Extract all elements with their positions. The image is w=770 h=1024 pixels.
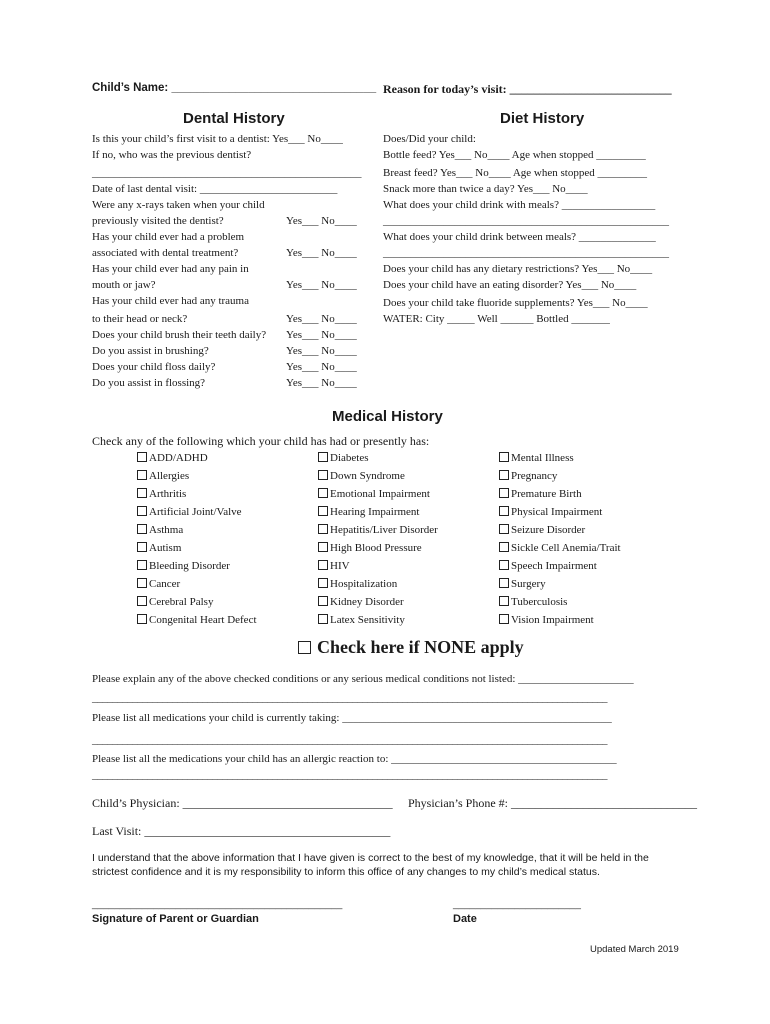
consent-statement-line1: I understand that the above information that I have given is correct to the best of my knowledge, that it will be held in the [92,852,649,864]
medications-field[interactable]: Please list all medications your child is currently taking: _________________________________________________ [92,712,612,724]
diet-question-line[interactable]: Breast feed? Yes___ No____ Age when stopped _________ [383,167,647,179]
dental-yes-no-answer[interactable]: Yes___ No____ [286,215,357,227]
allergic-medications-field[interactable]: Please list all the medications your child has an allergic reaction to: _________________________________________ [92,753,617,765]
condition-checkbox[interactable] [499,560,597,572]
condition-label: Arthritis [149,488,187,500]
checkbox-icon[interactable] [318,542,328,552]
diet-question-line[interactable]: Does your child take fluoride supplements? Yes___ No____ [383,297,648,309]
checkbox-icon[interactable] [137,560,147,570]
condition-label: Kidney Disorder [330,596,404,608]
checkbox-icon[interactable] [137,614,147,624]
checkbox-icon[interactable] [137,470,147,480]
checkbox-icon[interactable] [137,488,147,498]
diet-question-line[interactable]: Does your child have an eating disorder? Yes___ No____ [383,279,637,291]
dental-yes-no-answer[interactable]: Yes___ No____ [286,329,357,341]
dental-question-line: If no, who was the previous dentist? [92,149,252,161]
dental-yes-no-answer[interactable]: Yes___ No____ [286,345,357,357]
condition-checkbox[interactable] [499,452,574,464]
signature-line[interactable]: _____________________________________________ [92,899,343,910]
dental-yes-no-answer[interactable]: Yes___ No____ [286,313,357,325]
condition-label: Cerebral Palsy [149,596,214,608]
none-apply-label: Check here if NONE apply [317,637,524,657]
checkbox-icon[interactable] [499,488,509,498]
dental-question-line: Were any x-rays taken when your child [92,199,265,211]
checkbox-icon[interactable] [318,560,328,570]
childs-physician-field[interactable]: Child’s Physician: ___________________________________ [92,796,393,810]
checkbox-icon[interactable] [499,542,509,552]
last-visit-field[interactable]: Last Visit: _________________________________________ [92,824,391,838]
condition-label: Hospitalization [330,578,398,590]
condition-checkbox[interactable] [137,560,230,572]
condition-checkbox[interactable] [499,488,582,500]
checkbox-icon[interactable] [318,614,328,624]
condition-checkbox[interactable] [499,506,602,518]
condition-label: Autism [149,542,182,554]
dental-yes-no-answer[interactable]: Yes___ No____ [286,377,357,389]
condition-checkbox[interactable] [318,560,350,572]
condition-checkbox[interactable] [499,542,621,554]
condition-label: Cancer [149,578,181,590]
physician-phone-field[interactable]: Physician’s Phone #: _______________________________ [408,796,698,810]
condition-label: Vision Impairment [511,614,594,626]
dental-question-line: Do you assist in brushing? [92,345,209,357]
condition-checkbox[interactable] [137,542,181,554]
checkbox-icon[interactable] [318,470,328,480]
condition-label: Hearing Impairment [330,506,420,518]
none-apply-checkbox[interactable] [298,637,524,658]
condition-label: ADD/ADHD [149,452,208,464]
checkbox-icon[interactable] [298,641,311,654]
diet-question-line[interactable]: Bottle feed? Yes___ No____ Age when stopped _________ [383,149,646,161]
checkbox-icon[interactable] [137,578,147,588]
dental-question-line: mouth or jaw? [92,279,156,291]
checkbox-icon[interactable] [318,596,328,606]
date-label: Date [453,913,477,925]
diet-question-line[interactable]: What does your child drink with meals? _________________ [383,199,656,211]
condition-checkbox[interactable] [318,524,438,536]
condition-label: Emotional Impairment [330,488,430,500]
dental-yes-no-answer[interactable]: Yes___ No____ [286,247,357,259]
condition-label: Pregnancy [511,470,558,482]
dental-question-line: Date of last dental visit: _________________________ [92,183,338,195]
condition-checkbox[interactable] [137,596,213,608]
diet-question-line[interactable]: ____________________________________________________ [383,215,669,227]
condition-checkbox[interactable] [499,524,585,536]
dental-question-line: Is this your child’s first visit to a dentist: Yes___ No____ [92,133,343,145]
condition-label: Diabetes [330,452,369,464]
medical-instruction: Check any of the following which your child has had or presently has: [92,434,430,448]
checkbox-icon[interactable] [137,524,147,534]
diet-question-line[interactable]: ____________________________________________________ [383,247,669,259]
checkbox-icon[interactable] [318,452,328,462]
dental-yes-no-answer[interactable]: Yes___ No____ [286,361,357,373]
checkbox-icon[interactable] [137,452,147,462]
condition-checkbox[interactable] [137,578,180,590]
dental-question-line: Has your child ever had a problem [92,231,245,243]
condition-label: Congenital Heart Defect [149,614,257,626]
checkbox-icon[interactable] [499,560,509,570]
diet-question-line[interactable]: WATER: City _____ Well ______ Bottled _______ [383,313,610,325]
condition-label: Artificial Joint/Valve [149,506,242,518]
condition-checkbox[interactable] [318,506,420,518]
condition-checkbox[interactable] [137,506,242,518]
date-line[interactable]: _______________________ [453,899,581,910]
condition-label: High Blood Pressure [330,542,422,554]
dental-question-line: Do you assist in flossing? [92,377,206,389]
dental-question-line: Does your child brush their teeth daily? [92,329,267,341]
condition-checkbox[interactable] [318,470,405,482]
condition-checkbox[interactable] [318,542,422,554]
dental-question-line: Has your child ever had any pain in [92,263,249,275]
explain-conditions-field[interactable]: Please explain any of the above checked conditions or any serious medical conditions not listed: _____________________ [92,673,634,685]
checkbox-icon[interactable] [318,578,328,588]
checkbox-icon[interactable] [318,524,328,534]
condition-checkbox[interactable] [499,578,546,590]
condition-checkbox[interactable] [318,488,430,500]
checkbox-icon[interactable] [499,578,509,588]
condition-label: Sickle Cell Anemia/Trait [511,542,621,554]
diet-question-line[interactable]: Does your child has any dietary restrictions? Yes___ No____ [383,263,653,275]
condition-label: Hepatitis/Liver Disorder [330,524,438,536]
diet-question-line[interactable]: Does/Did your child: [383,133,476,145]
diet-question-line[interactable]: Snack more than twice a day? Yes___ No____ [383,183,588,195]
checkbox-icon[interactable] [318,506,328,516]
dental-question-line: _________________________________________________ [92,167,362,179]
updated-note: Updated March 2019 [590,944,679,955]
checkbox-icon[interactable] [137,506,147,516]
checkbox-icon[interactable] [318,488,328,498]
condition-label: Down Syndrome [330,470,405,482]
condition-checkbox[interactable] [137,452,208,464]
condition-label: Physical Impairment [511,506,603,518]
diet-question-line[interactable]: What does your child drink between meals? ______________ [383,231,656,243]
allergic-medications-line[interactable]: _______________________________________________________________________________________________________ [92,769,607,781]
condition-label: Tuberculosis [511,596,568,608]
condition-label: Allergies [149,470,190,482]
condition-label: Surgery [511,578,546,590]
condition-checkbox[interactable] [137,488,186,500]
condition-label: Seizure Disorder [511,524,586,536]
condition-label: Bleeding Disorder [149,560,230,572]
condition-label: Asthma [149,524,184,536]
dental-question-line: previously visited the dentist? [92,215,224,227]
medical-history-title: Medical History [332,408,443,425]
checkbox-icon[interactable] [137,596,147,606]
checkbox-icon[interactable] [499,596,509,606]
reason-for-visit-field[interactable]: Reason for today’s visit: ___________________________ [383,82,672,96]
diet-history-title: Diet History [500,110,585,127]
dental-question-line: Has your child ever had any trauma [92,295,249,307]
checkbox-icon[interactable] [499,524,509,534]
condition-checkbox[interactable] [499,614,594,626]
dental-question-line: Does your child floss daily? [92,361,216,373]
condition-checkbox[interactable] [137,614,257,626]
checkbox-icon[interactable] [137,542,147,552]
condition-label: Latex Sensitivity [330,614,405,626]
checkbox-icon[interactable] [499,506,509,516]
condition-checkbox[interactable] [499,470,557,482]
condition-checkbox[interactable] [137,524,183,536]
condition-label: Premature Birth [511,488,582,500]
dental-history-title: Dental History [183,110,285,127]
condition-label: Speech Impairment [511,560,597,572]
checkbox-icon[interactable] [499,470,509,480]
condition-checkbox[interactable] [137,470,189,482]
checkbox-icon[interactable] [499,452,509,462]
condition-checkbox[interactable] [318,614,405,626]
dental-yes-no-answer[interactable]: Yes___ No____ [286,279,357,291]
condition-label: Mental Illness [511,452,574,464]
condition-checkbox[interactable] [318,596,404,608]
condition-checkbox[interactable] [318,452,368,464]
consent-statement-line2: strictest confidence and it is my responsibility to inform this office of any changes to my child’s medical status. [92,866,600,878]
childs-name-field[interactable]: Child’s Name: ________________________________ [92,82,377,94]
medications-line[interactable]: _______________________________________________________________________________________________________ [92,734,607,746]
condition-checkbox[interactable] [499,596,567,608]
signature-label: Signature of Parent or Guardian [92,913,259,925]
checkbox-icon[interactable] [499,614,509,624]
dental-question-line: associated with dental treatment? [92,247,239,259]
explain-conditions-line[interactable]: _______________________________________________________________________________________________________ [92,692,607,704]
condition-checkbox[interactable] [318,578,397,590]
dental-question-line: to their head or neck? [92,313,188,325]
condition-label: HIV [330,560,350,572]
